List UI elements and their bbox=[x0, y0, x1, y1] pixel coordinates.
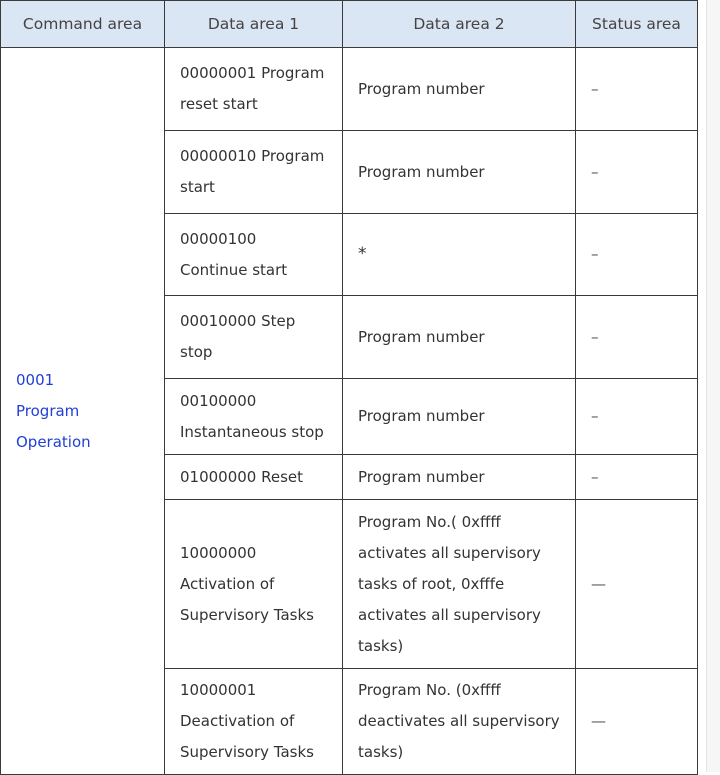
command-label-line1: Program bbox=[16, 401, 80, 420]
header-row bbox=[1, 1, 698, 48]
header-status-area: Status area bbox=[576, 1, 698, 48]
data-area-2-cell: Program number bbox=[343, 296, 576, 379]
header-data-area-2: Data area 2 bbox=[343, 1, 576, 48]
status-cell: – bbox=[576, 379, 698, 455]
vertical-scrollbar[interactable] bbox=[706, 0, 720, 772]
data-area-1-cell: 00000010 Program start bbox=[165, 131, 343, 214]
status-cell: – bbox=[576, 48, 698, 131]
data-area-1-cell: 10000000 Activation of Supervisory Tasks bbox=[165, 500, 343, 669]
data-area-2-cell: Program number bbox=[343, 379, 576, 455]
data-area-1-cell: 01000000 Reset bbox=[165, 455, 343, 500]
command-label-line2: Operation bbox=[16, 432, 91, 451]
data-area-2-cell: Program number bbox=[343, 48, 576, 131]
data-area-2-cell: * bbox=[343, 214, 576, 296]
data-area-1-cell: 00100000 Instantaneous stop bbox=[165, 379, 343, 455]
command-cell bbox=[1, 48, 165, 775]
status-cell: – bbox=[576, 131, 698, 214]
header-data-area-1: Data area 1 bbox=[165, 1, 343, 48]
data-area-2-cell: Program No.( 0xffff activates all supervisory tasks of root, 0xfffe activates all supervisory tasks) bbox=[343, 500, 576, 669]
status-cell: – bbox=[576, 296, 698, 379]
header-command-area: Command area bbox=[1, 1, 165, 48]
status-cell: — bbox=[576, 500, 698, 669]
data-area-1-cell: 00010000 Step stop bbox=[165, 296, 343, 379]
data-area-1-cell: 10000001 Deactivation of Supervisory Tasks bbox=[165, 669, 343, 775]
status-cell: – bbox=[576, 455, 698, 500]
data-area-1-cell: 00000001 Program reset start bbox=[165, 48, 343, 131]
status-cell: – bbox=[576, 214, 698, 296]
data-area-2-cell: Program number bbox=[343, 131, 576, 214]
status-cell: — bbox=[576, 669, 698, 775]
command-code: 0001 bbox=[16, 370, 55, 389]
table-row bbox=[1, 48, 698, 131]
data-area-2-cell: Program No. (0xffff deactivates all supervisory tasks) bbox=[343, 669, 576, 775]
data-area-2-cell: Program number bbox=[343, 455, 576, 500]
data-area-1-cell: 00000100 Continue start bbox=[165, 214, 343, 296]
